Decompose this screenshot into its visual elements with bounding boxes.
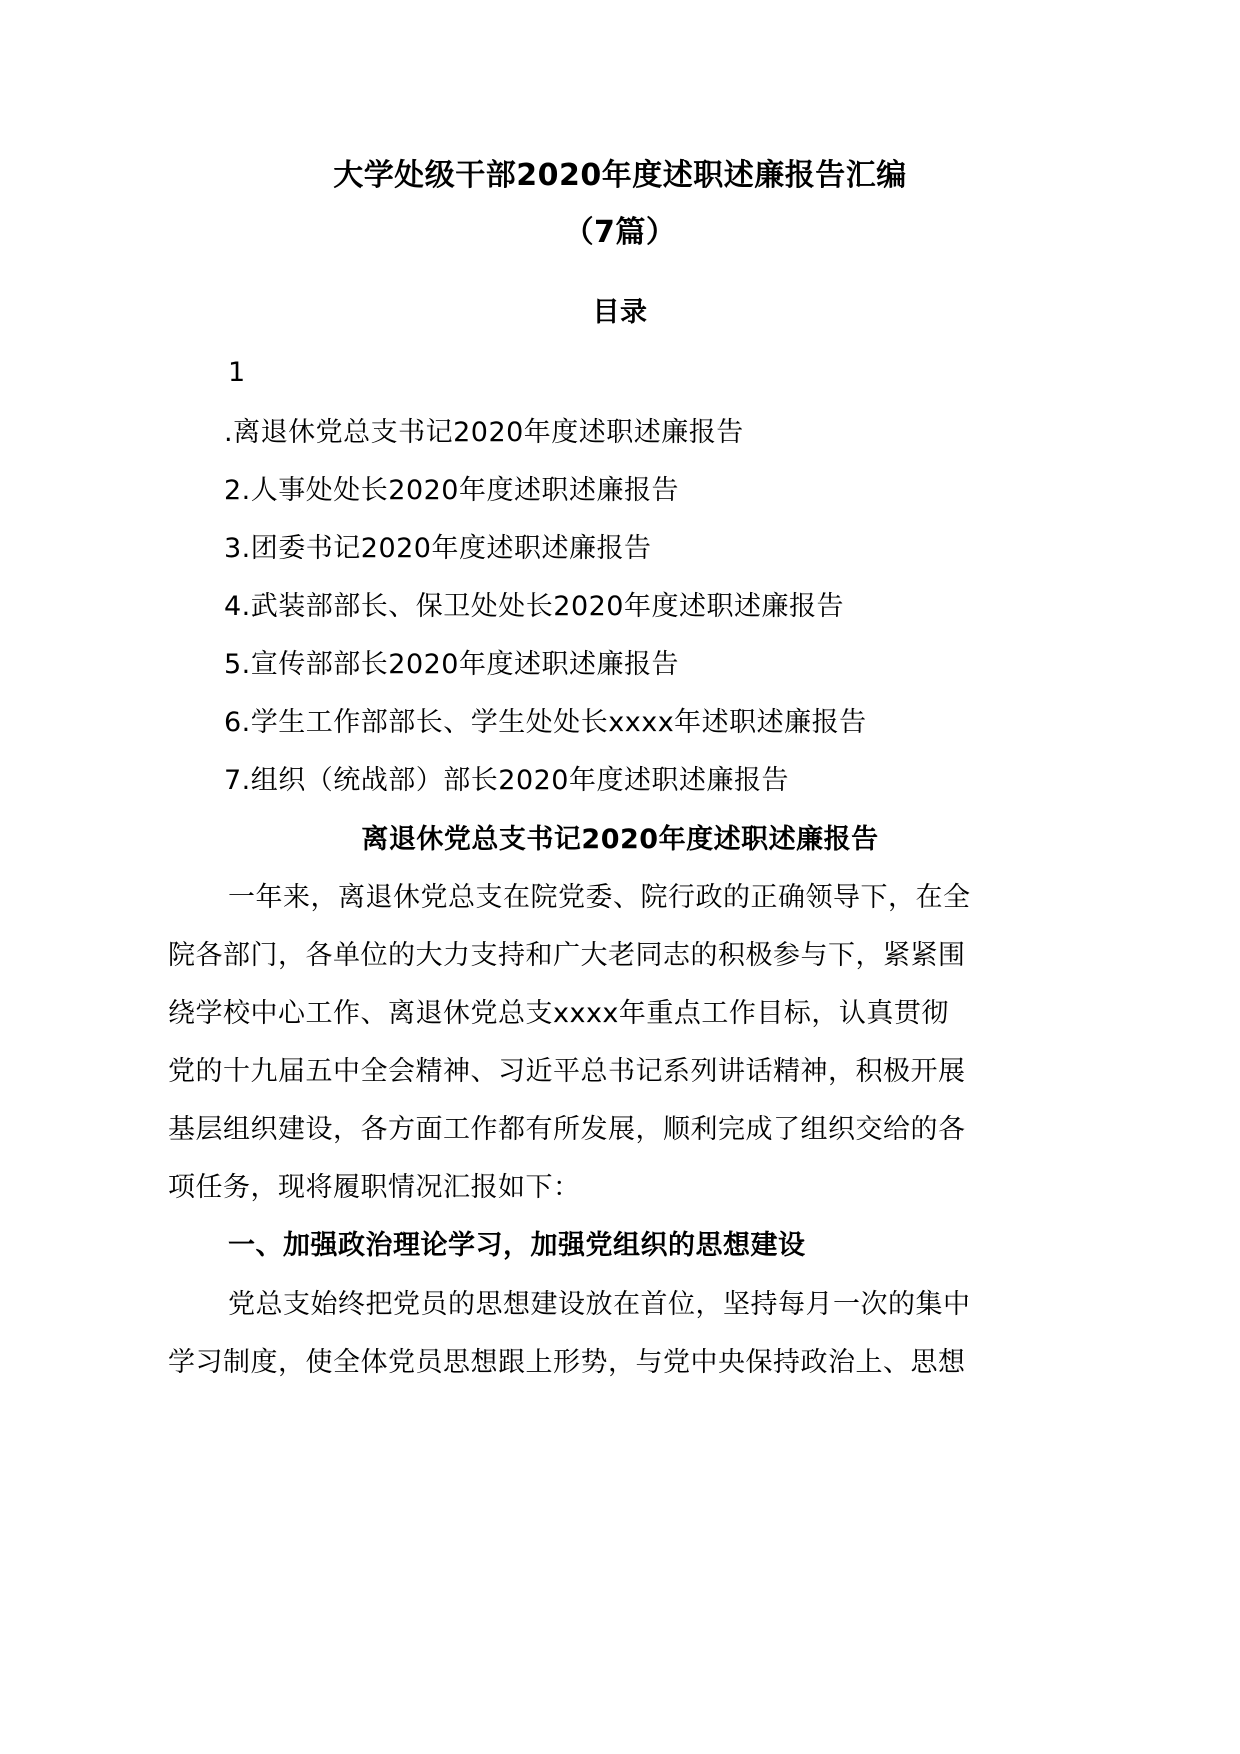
toc-heading: 目录 bbox=[592, 297, 648, 328]
toc-item: 6.学生工作部部长、学生处处长xxxx年述职述廉报告 bbox=[224, 707, 867, 738]
paragraph-line: 基层组织建设，各方面工作都有所发展，顺利完成了组织交给的各 bbox=[168, 1114, 966, 1145]
paragraph-line: 一年来，离退休党总支在院党委、院行政的正确领导下，在全 bbox=[228, 882, 971, 913]
paragraph-line: 绕学校中心工作、离退休党总支xxxx年重点工作目标，认真贯彻 bbox=[168, 998, 949, 1029]
paragraph-line: 党的十九届五中全会精神、习近平总书记系列讲话精神，积极开展 bbox=[168, 1056, 966, 1087]
toc-item: 2.人事处处长2020年度述职述廉报告 bbox=[224, 475, 679, 506]
toc-item: 3.团委书记2020年度述职述廉报告 bbox=[224, 533, 652, 564]
toc-item-number: 1 bbox=[228, 357, 246, 388]
paragraph-line: 院各部门，各单位的大力支持和广大老同志的积极参与下，紧紧围 bbox=[168, 940, 966, 971]
toc-item: 5.宣传部部长2020年度述职述廉报告 bbox=[224, 649, 679, 680]
paragraph-line: 学习制度，使全体党员思想跟上形势，与党中央保持政治上、思想 bbox=[168, 1347, 966, 1378]
subheading: 一、加强政治理论学习，加强党组织的思想建设 bbox=[228, 1230, 806, 1261]
document-title-line-2: （7篇） bbox=[563, 215, 677, 250]
toc-item: 4.武装部部长、保卫处处长2020年度述职述廉报告 bbox=[224, 591, 844, 622]
document-title-line-1: 大学处级干部2020年度述职述廉报告汇编 bbox=[333, 158, 907, 193]
paragraph-line: 项任务，现将履职情况汇报如下： bbox=[168, 1172, 581, 1203]
section-title: 离退休党总支书记2020年度述职述廉报告 bbox=[361, 824, 879, 855]
paragraph-line: 党总支始终把党员的思想建设放在首位，坚持每月一次的集中 bbox=[228, 1289, 971, 1320]
toc-item: .离退休党总支书记2020年度述职述廉报告 bbox=[224, 417, 744, 448]
toc-item: 7.组织（统战部）部长2020年度述职述廉报告 bbox=[224, 765, 789, 796]
